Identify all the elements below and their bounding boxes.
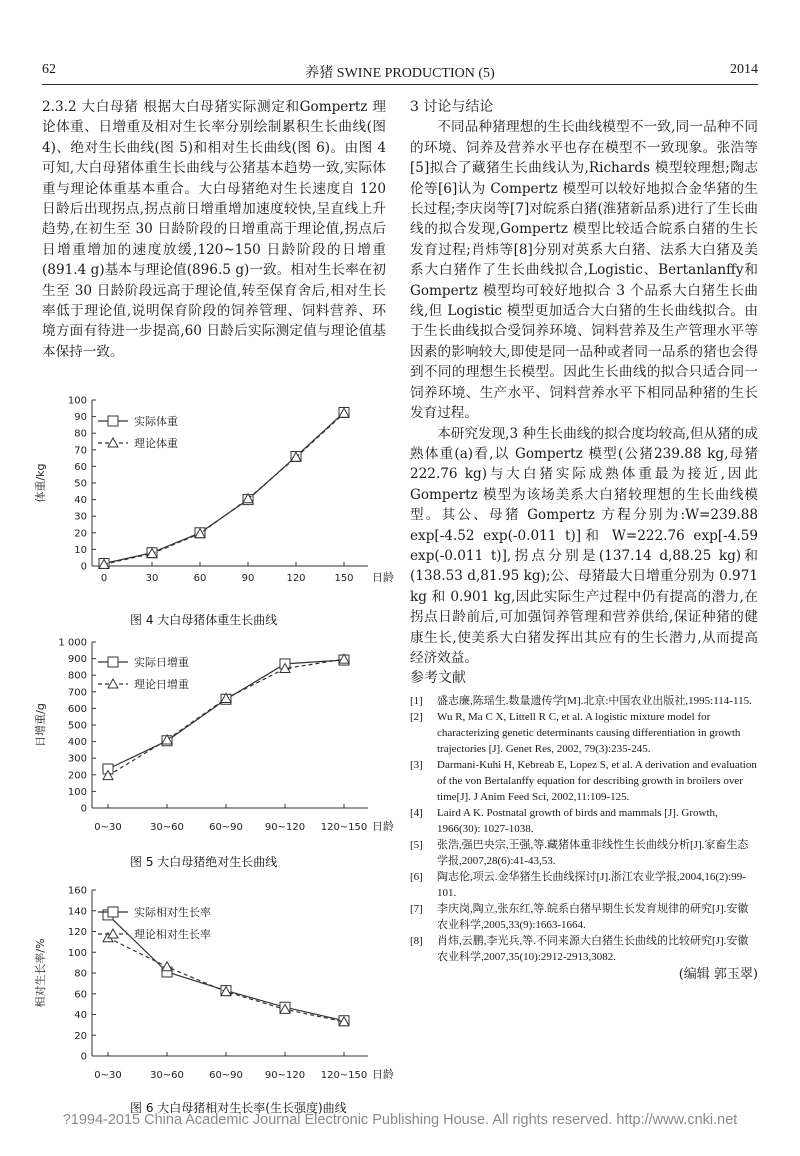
y-tick-label: 900 (67, 654, 87, 666)
reference-item: [7] 李庆岗,陶立,张东红,等.皖系白猪早期生长发育规律的研究[J].安徽农业科学,2005,33(9):1663-1664. (410, 902, 749, 931)
x-tick-label: 150 (334, 573, 354, 584)
theory-data-point (162, 962, 172, 971)
x-tick-label: 120 (286, 573, 306, 584)
x-tick-label: 30~60 (150, 822, 184, 833)
y-tick-label: 100 (67, 395, 87, 407)
legend-marker (108, 657, 118, 667)
actual-series-line (108, 660, 344, 769)
y-tick-label: 90 (74, 412, 87, 424)
legend-label: 理论日增重 (134, 678, 189, 691)
section-heading: 3 讨论与结论 (410, 99, 494, 115)
discussion-paragraph-2: 本研究发现,3 种生长曲线的拟合度均较高,但从猪的成熟体重(a)看,以 Gompertz 模型(公猪239.88 kg,母猪 222.76 kg)与大白猪实际成熟体重最为接近,因此 Gompertz 模型为该场美系大白猪较理想的生长曲线模型。其公、母猪 Gompertz 方程分别为:W=239.88 exp[-4.52 exp(-0.011 t)]和 W=222.76 exp[-4.59 exp(-0.011 t)],拐点分别是(137.14 d,88.25 kg)和(138.53 d,81.95 kg);公、母猪最大日增重分别为 0.971 kg 和 0.901 kg,因此实际生产过程中仍有提高的潜力,在拐点日龄前后,可加强饲养管理和营养供给,保证种猪的健康生长,使美系大白猪发挥出其应有的生长潜力,从而提高经济效益。 (410, 425, 758, 666)
x-tick-label: 60~90 (209, 1070, 243, 1081)
x-tick-label: 90 (241, 573, 255, 584)
issue-year: 2014 (730, 62, 758, 77)
x-tick-label: 0~30 (94, 822, 122, 833)
y-tick-label: 500 (67, 720, 87, 732)
y-tick-label: 200 (67, 770, 87, 782)
y-tick-label: 100 (67, 947, 87, 959)
y-tick-label: 20 (74, 528, 87, 540)
legend-marker (108, 679, 118, 688)
legend-marker (108, 438, 118, 447)
y-tick-label: 100 (67, 786, 87, 798)
left-paragraph: 2.3.2 大白母猪 根据大白母猪实际测定和Gompertz 理论体重、日增重及相对生长率分别绘制累积生长曲线(图 4)、绝对生长曲线(图 5)和相对生长曲线(图 6)。由图 4 可知,大白母猪体重生长曲线与公猪基本趋势一致,实际体重与理论体重基本重合。大白母猪绝对生长速度自 120 日龄后出现拐点,拐点前日增重增加速度较快,呈直线上升趋势,在初生至 30 日龄阶段的日增重高于理论值,拐点后日增重增加的速度放缓,120~150 日龄阶段的日增重(891.4 g)基本与理论值(896.5 g)一致。相对生长率在初生至 30 日龄阶段远高于理论值,转至保育舍后,相对生长率低于理论值,说明保育阶段的饲养管理、饲料营养、环境方面有待进一步提高,60 日龄后实际测定值与理论值基本保持一致。 (42, 99, 386, 360)
reference-item: [3] Darmani-Kuhi H, Kebreab E, Lopez S, et al. A derivation and evaluation of the von Bertalanffy equation for describing growth in broilers over time[J]. J Anim Feed Sci, 2002,11:109-125. (410, 758, 757, 803)
figure-caption: 图 6 大白母猪相对生长率(生长强度)曲线 (130, 1101, 347, 1115)
x-tick-label: 90~120 (264, 822, 306, 833)
y-axis-label: 日增重/g (34, 703, 47, 747)
y-tick-label: 400 (67, 737, 87, 749)
x-tick-label: 120~150 (320, 1070, 368, 1081)
figure-caption: 图 4 大白母猪体重生长曲线 (130, 613, 278, 627)
theory-series-line (108, 938, 344, 1022)
legend-marker (108, 416, 118, 426)
legend-label: 实际体重 (134, 415, 178, 428)
reference-item: [1] 盛志廉,陈瑶生.数量遗传学[M].北京:中国农业出版社,1995:114-115. (410, 694, 752, 707)
y-tick-label: 80 (74, 968, 87, 980)
x-tick-label: 30 (145, 573, 159, 584)
reference-item: [2] Wu R, Ma C X, Littell R C, et al. A logistic mixture model for characterizing genetic determinants causing differentiation in growth trajectories [J]. Genet Res, 2002, 79(3):235-245. (410, 710, 741, 755)
x-tick-label: 0~30 (94, 1070, 122, 1081)
legend-label: 理论相对生长率 (134, 928, 211, 941)
y-tick-label: 300 (67, 753, 87, 765)
y-tick-label: 1 000 (58, 637, 87, 649)
y-tick-label: 120 (67, 927, 87, 938)
x-tick-label: 30~60 (150, 1070, 184, 1081)
y-tick-label: 140 (67, 906, 87, 918)
y-tick-label: 0 (80, 561, 87, 573)
actual-series-line (104, 412, 344, 563)
reference-item: [4] Laird A K. Postnatal growth of birds and mammals [J]. Growth, 1966(30): 1027-1038. (410, 806, 718, 835)
y-tick-label: 50 (74, 478, 87, 490)
x-tick-label: 60 (193, 573, 207, 584)
discussion-paragraph-1: 不同品种猪理想的生长曲线模型不一致,同一品种不同的环境、饲养及营养水平也存在模型不一致现象。张浩等[5]拟合了藏猪生长曲线认为,Richards 模型较理想;陶志伦等[6]认为 Compertz 模型可以较好地拟合金华猪的生长过程;李庆岗等[7]对皖系白猪(淮猪新品系)进行了生长曲线的拟合发现,Gompertz 模型比较适合皖系白猪的生长发育过程;肖炜等[8]分别对英系大白猪、法系大白猪及美系大白猪作了生长曲线拟合,Logistic、Bertanlanffy和 Gompertz 模型均可较好地拟合 3 个品系大白猪生长曲线,但 Logistic 模型更加适合大白猪的生长曲线拟合。由于生长曲线拟合受饲养环境、饲料营养及生产管理水平等因素的影响较大,即使是同一品种或者同一品系的猪也会得到不同的理想生长模型。因此生长曲线的拟合只适合同一饲养环境、生产水平、饲料营养水平下相同品种猪的生长发育过程。 (410, 119, 758, 422)
y-tick-label: 700 (67, 687, 87, 699)
y-tick-label: 0 (80, 803, 87, 815)
y-tick-label: 160 (67, 885, 87, 897)
figure-caption: 图 5 大白母猪绝对生长曲线 (130, 855, 278, 869)
y-tick-label: 20 (74, 1030, 87, 1042)
reference-item: [5] 张浩,强巴央宗,王强,等.藏猪体重非线性生长曲线分析[J].家畜生态学报,2007,28(6):41-43,53. (410, 838, 749, 867)
y-tick-label: 10 (74, 544, 87, 556)
x-axis-unit: 日龄 (372, 820, 394, 833)
theory-series-line (104, 413, 344, 564)
legend-label: 实际日增重 (134, 656, 189, 669)
y-tick-label: 60 (74, 989, 87, 1001)
x-tick-label: 60~90 (209, 822, 243, 833)
legend-label: 实际相对生长率 (134, 906, 211, 919)
page-number: 62 (42, 62, 56, 77)
y-axis-label: 相对生长率/% (34, 938, 47, 1008)
x-tick-label: 120~150 (320, 822, 368, 833)
references-heading: 参考文献 (410, 670, 466, 687)
y-tick-label: 800 (67, 670, 87, 682)
y-tick-label: 0 (80, 1051, 87, 1063)
copyright-footer: ?1994-2015 China Academic Journal Electronic Publishing House. All rights reserved. http://www.cnki.net (62, 1112, 738, 1128)
theory-series-line (108, 659, 344, 775)
y-tick-label: 40 (74, 1010, 87, 1021)
reference-item: [6] 陶志伦,项云.金华猪生长曲线探讨[J].浙江农业学报,2004,16(2):99-101. (410, 870, 746, 899)
editor-note: (编辑 郭玉翠) (678, 966, 758, 982)
x-tick-label: 90~120 (264, 1070, 306, 1081)
y-tick-label: 600 (67, 703, 87, 715)
y-tick-label: 60 (74, 461, 87, 473)
legend-label: 理论体重 (134, 437, 178, 450)
x-axis-unit: 日龄 (372, 1068, 394, 1081)
y-tick-label: 40 (74, 495, 87, 507)
legend-marker (108, 929, 118, 938)
y-tick-label: 70 (74, 445, 87, 457)
reference-item: [8] 肖炜,云鹏,李光兵,等.不同来源大白猪生长曲线的比较研究[J].安徽农业科学,2007,35(10):2912-2913,3082. (410, 934, 749, 963)
legend-marker (108, 907, 118, 917)
journal-title: 养猪 SWINE PRODUCTION (5) (305, 66, 495, 81)
x-tick-label: 0 (100, 573, 108, 584)
y-tick-label: 80 (74, 428, 87, 440)
y-tick-label: 30 (74, 511, 87, 523)
y-axis-label: 体重/kg (34, 463, 47, 503)
x-axis-unit: 日龄 (372, 571, 394, 584)
